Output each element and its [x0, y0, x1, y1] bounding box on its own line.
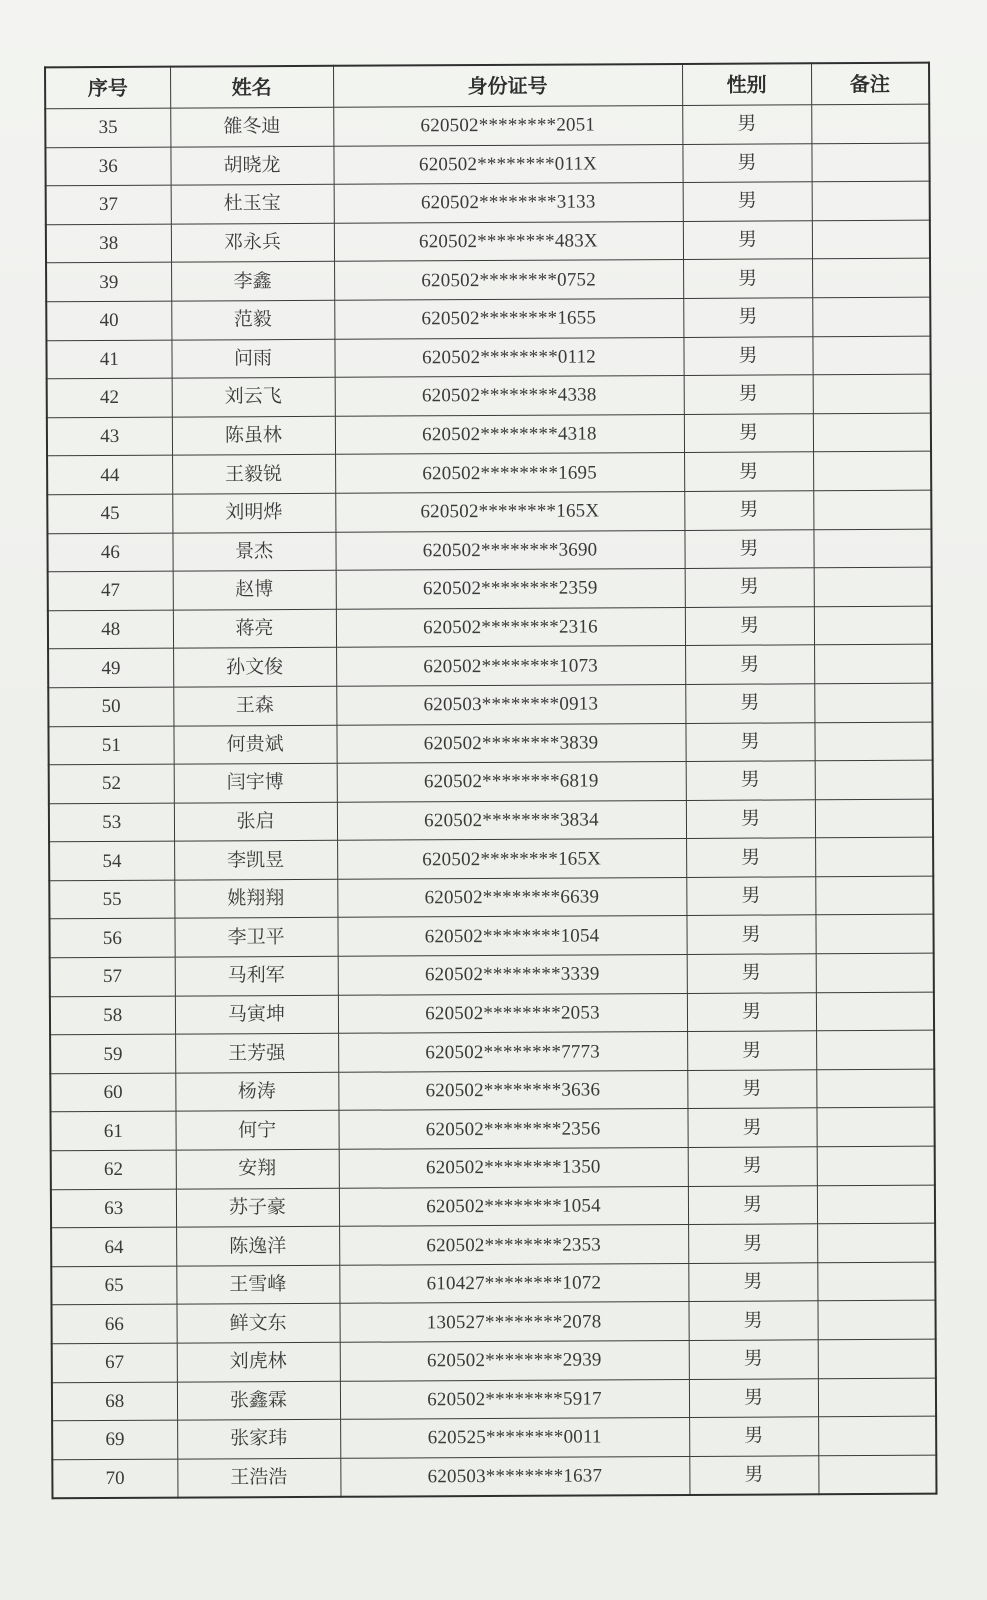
- cell-remarks: [812, 181, 930, 220]
- table-row: [46, 259, 930, 302]
- table-row: [48, 644, 932, 687]
- cell-serial-number: 40: [46, 301, 171, 340]
- table-row: [52, 1378, 936, 1421]
- cell-id-number: 620502********1054: [337, 916, 686, 956]
- cell-name: 张鑫霖: [177, 1381, 340, 1420]
- cell-remarks: [817, 1301, 935, 1340]
- cell-gender: 男: [683, 182, 812, 221]
- cell-name: 何贵斌: [173, 725, 336, 764]
- cell-remarks: [812, 259, 930, 298]
- cell-serial-number: 37: [46, 185, 171, 224]
- cell-remarks: [811, 104, 929, 143]
- table-row: [46, 297, 930, 340]
- cell-id-number: 620502********1054: [339, 1186, 688, 1226]
- cell-serial-number: 46: [47, 533, 172, 572]
- cell-id-number: 620502********165X: [335, 491, 684, 531]
- cell-gender: 男: [685, 607, 814, 646]
- cell-id-number: 620502********3636: [338, 1070, 687, 1110]
- cell-name: 何宁: [175, 1111, 338, 1150]
- cell-gender: 男: [688, 1147, 817, 1186]
- cell-serial-number: 53: [49, 803, 174, 842]
- cell-id-number: 130527********2078: [339, 1302, 688, 1342]
- cell-gender: 男: [683, 221, 812, 260]
- cell-id-number: 620502********2051: [333, 105, 682, 145]
- cell-id-number: 620502********3133: [334, 183, 683, 223]
- cell-remarks: [818, 1455, 936, 1495]
- cell-name: 李鑫: [171, 262, 334, 301]
- table-row: [49, 837, 933, 880]
- cell-id-number: 620502********3690: [335, 530, 684, 570]
- cell-serial-number: 35: [45, 108, 170, 147]
- cell-gender: 男: [689, 1456, 818, 1496]
- cell-serial-number: 52: [49, 764, 174, 803]
- cell-remarks: [814, 567, 932, 606]
- table-row: [49, 915, 933, 958]
- cell-remarks: [813, 413, 931, 452]
- table-row: [45, 104, 929, 147]
- cell-name: 王芳强: [175, 1034, 338, 1073]
- cell-serial-number: 64: [51, 1227, 176, 1266]
- cell-id-number: 620525********0011: [340, 1418, 689, 1458]
- cell-remarks: [816, 1108, 934, 1147]
- cell-remarks: [815, 760, 933, 799]
- cell-serial-number: 66: [51, 1305, 176, 1344]
- cell-remarks: [818, 1339, 936, 1378]
- table-header: [45, 63, 929, 109]
- table-row: [52, 1416, 936, 1459]
- cell-remarks: [812, 336, 930, 375]
- cell-serial-number: 44: [47, 455, 172, 494]
- cell-serial-number: 60: [50, 1073, 175, 1112]
- cell-remarks: [814, 644, 932, 683]
- table-row: [48, 722, 932, 765]
- cell-id-number: 620502********4318: [335, 414, 684, 454]
- cell-remarks: [816, 1030, 934, 1069]
- cell-serial-number: 41: [46, 340, 171, 379]
- cell-name: 李凯昱: [174, 841, 337, 880]
- cell-remarks: [817, 1223, 935, 1262]
- cell-gender: 男: [687, 992, 816, 1031]
- cell-serial-number: 43: [47, 417, 172, 456]
- cell-remarks: [817, 1185, 935, 1224]
- cell-serial-number: 55: [49, 880, 174, 919]
- cell-id-number: 610427********1072: [339, 1263, 688, 1303]
- cell-id-number: 620502********1655: [334, 298, 683, 338]
- cell-id-number: 620502********6819: [337, 762, 686, 802]
- cell-remarks: [814, 606, 932, 645]
- cell-name: 问雨: [171, 339, 334, 378]
- cell-serial-number: 36: [45, 147, 170, 186]
- cell-name: 雒冬迪: [170, 107, 333, 146]
- table-row: [50, 992, 934, 1035]
- cell-gender: 男: [688, 1263, 817, 1302]
- cell-name: 陈虽林: [172, 416, 335, 455]
- cell-id-number: 620502********2353: [339, 1225, 688, 1265]
- table-row: [46, 181, 930, 224]
- table-row: [48, 606, 932, 649]
- cell-id-number: 620502********011X: [333, 144, 682, 184]
- cell-name: 张家玮: [177, 1419, 340, 1458]
- cell-name: 李卫平: [174, 918, 337, 957]
- cell-gender: 男: [686, 915, 815, 954]
- cell-serial-number: 38: [46, 224, 171, 263]
- header-gender: 性别: [682, 63, 811, 105]
- cell-id-number: 620503********0913: [336, 684, 685, 724]
- table-row: [47, 490, 931, 533]
- cell-name: 范毅: [171, 300, 334, 339]
- table-body: [45, 104, 936, 1498]
- cell-name: 胡晓龙: [170, 146, 333, 185]
- cell-name: 陈逸洋: [176, 1227, 339, 1266]
- cell-remarks: [816, 953, 934, 992]
- cell-gender: 男: [687, 954, 816, 993]
- cell-serial-number: 57: [50, 957, 175, 996]
- cell-id-number: 620502********2316: [336, 607, 685, 647]
- cell-gender: 男: [686, 877, 815, 916]
- cell-serial-number: 69: [52, 1420, 177, 1459]
- cell-remarks: [812, 297, 930, 336]
- cell-name: 王毅锐: [172, 455, 335, 494]
- table-row: [51, 1301, 935, 1344]
- cell-serial-number: 62: [51, 1150, 176, 1189]
- cell-serial-number: 58: [50, 996, 175, 1035]
- cell-serial-number: 65: [51, 1266, 176, 1305]
- cell-serial-number: 49: [48, 648, 173, 687]
- table-row: [47, 413, 931, 456]
- cell-id-number: 620502********2053: [338, 993, 687, 1033]
- cell-serial-number: 42: [47, 378, 172, 417]
- cell-name: 景杰: [172, 532, 335, 571]
- cell-gender: 男: [684, 452, 813, 491]
- table-row: [50, 1108, 934, 1151]
- cell-name: 杨涛: [175, 1072, 338, 1111]
- cell-gender: 男: [682, 143, 811, 182]
- table-row: [48, 683, 932, 726]
- table-row: [52, 1455, 936, 1499]
- cell-remarks: [815, 799, 933, 838]
- cell-gender: 男: [687, 1108, 816, 1147]
- header-remarks: 备注: [811, 63, 929, 105]
- cell-name: 邓永兵: [171, 223, 334, 262]
- cell-serial-number: 50: [48, 687, 173, 726]
- table-row: [50, 1069, 934, 1112]
- table-row: [46, 220, 930, 263]
- cell-name: 马利军: [175, 956, 338, 995]
- cell-id-number: 620502********0752: [334, 260, 683, 300]
- cell-id-number: 620502********3839: [336, 723, 685, 763]
- cell-id-number: 620502********2356: [338, 1109, 687, 1149]
- table-row: [50, 953, 934, 996]
- cell-gender: 男: [685, 684, 814, 723]
- cell-serial-number: 48: [48, 610, 173, 649]
- cell-gender: 男: [683, 298, 812, 337]
- cell-name: 王浩浩: [177, 1458, 340, 1498]
- cell-name: 刘云飞: [172, 377, 335, 416]
- cell-remarks: [813, 452, 931, 491]
- cell-id-number: 620502********165X: [337, 839, 686, 879]
- cell-remarks: [815, 837, 933, 876]
- cell-name: 马寅坤: [175, 995, 338, 1034]
- cell-gender: 男: [688, 1185, 817, 1224]
- cell-remarks: [815, 915, 933, 954]
- header-id-number: 身份证号: [333, 64, 682, 107]
- cell-gender: 男: [684, 529, 813, 568]
- cell-remarks: [812, 220, 930, 259]
- cell-remarks: [813, 529, 931, 568]
- table-row: [49, 760, 933, 803]
- cell-id-number: 620502********3339: [338, 955, 687, 995]
- roster-table: [44, 62, 937, 1500]
- table-row: [50, 1030, 934, 1073]
- cell-id-number: 620502********1350: [339, 1147, 688, 1187]
- cell-name: 张启: [174, 802, 337, 841]
- cell-id-number: 620502********6639: [337, 877, 686, 917]
- table-row: [49, 876, 933, 919]
- cell-id-number: 620502********3834: [337, 800, 686, 840]
- cell-id-number: 620502********1073: [336, 646, 685, 686]
- cell-gender: 男: [686, 838, 815, 877]
- cell-name: 蒋亮: [173, 609, 336, 648]
- cell-serial-number: 56: [49, 919, 174, 958]
- cell-id-number: 620502********0112: [334, 337, 683, 377]
- cell-id-number: 620502********5917: [340, 1379, 689, 1419]
- cell-id-number: 620502********2939: [340, 1340, 689, 1380]
- cell-name: 姚翔翔: [174, 879, 337, 918]
- cell-gender: 男: [686, 799, 815, 838]
- cell-remarks: [814, 683, 932, 722]
- cell-gender: 男: [686, 761, 815, 800]
- header-row: [45, 63, 929, 109]
- cell-serial-number: 70: [52, 1459, 177, 1499]
- cell-remarks: [816, 992, 934, 1031]
- table-row: [47, 529, 931, 572]
- cell-serial-number: 59: [50, 1034, 175, 1073]
- cell-remarks: [813, 374, 931, 413]
- cell-gender: 男: [684, 491, 813, 530]
- cell-id-number: 620502********2359: [336, 569, 685, 609]
- header-name: 姓名: [170, 66, 333, 108]
- cell-name: 闫宇博: [174, 763, 337, 802]
- table-row: [47, 374, 931, 417]
- cell-remarks: [817, 1262, 935, 1301]
- cell-name: 杜玉宝: [171, 184, 334, 223]
- cell-name: 刘明烨: [172, 493, 335, 532]
- cell-id-number: 620502********7773: [338, 1032, 687, 1072]
- cell-id-number: 620502********483X: [334, 221, 683, 261]
- table-row: [48, 567, 932, 610]
- cell-name: 王雪峰: [176, 1265, 339, 1304]
- cell-name: 赵博: [173, 570, 336, 609]
- cell-gender: 男: [684, 375, 813, 414]
- cell-name: 王森: [173, 686, 336, 725]
- cell-remarks: [815, 876, 933, 915]
- cell-serial-number: 45: [47, 494, 172, 533]
- cell-gender: 男: [685, 568, 814, 607]
- cell-serial-number: 61: [50, 1112, 175, 1151]
- cell-remarks: [816, 1069, 934, 1108]
- cell-remarks: [813, 490, 931, 529]
- table-row: [51, 1146, 935, 1189]
- cell-name: 孙文俊: [173, 648, 336, 687]
- table-row: [46, 336, 930, 379]
- header-serial-number: 序号: [45, 67, 170, 109]
- cell-gender: 男: [687, 1070, 816, 1109]
- cell-serial-number: 51: [48, 726, 173, 765]
- cell-serial-number: 63: [51, 1189, 176, 1228]
- table-row: [51, 1223, 935, 1266]
- table-row: [51, 1262, 935, 1305]
- table-row: [49, 799, 933, 842]
- cell-gender: 男: [685, 722, 814, 761]
- cell-name: 安翔: [176, 1149, 339, 1188]
- cell-gender: 男: [685, 645, 814, 684]
- cell-remarks: [818, 1416, 936, 1455]
- cell-id-number: 620502********4338: [335, 376, 684, 416]
- cell-gender: 男: [687, 1031, 816, 1070]
- cell-serial-number: 47: [48, 571, 173, 610]
- cell-remarks: [814, 722, 932, 761]
- table-row: [45, 143, 929, 186]
- cell-remarks: [818, 1378, 936, 1417]
- cell-serial-number: 54: [49, 841, 174, 880]
- cell-id-number: 620503********1637: [340, 1456, 689, 1497]
- cell-gender: 男: [689, 1340, 818, 1379]
- cell-name: 苏子豪: [176, 1188, 339, 1227]
- cell-serial-number: 39: [46, 263, 171, 302]
- cell-gender: 男: [689, 1417, 818, 1456]
- cell-name: 刘虎林: [177, 1342, 340, 1381]
- cell-gender: 男: [688, 1224, 817, 1263]
- cell-gender: 男: [682, 105, 811, 144]
- table-row: [47, 452, 931, 495]
- roster-sheet: [44, 62, 935, 1500]
- cell-serial-number: 68: [52, 1382, 177, 1421]
- cell-gender: 男: [684, 414, 813, 453]
- cell-gender: 男: [688, 1301, 817, 1340]
- cell-remarks: [817, 1146, 935, 1185]
- cell-gender: 男: [683, 259, 812, 298]
- cell-gender: 男: [683, 336, 812, 375]
- cell-serial-number: 67: [52, 1343, 177, 1382]
- table-row: [52, 1339, 936, 1382]
- cell-gender: 男: [689, 1378, 818, 1417]
- cell-name: 鲜文东: [176, 1304, 339, 1343]
- cell-id-number: 620502********1695: [335, 453, 684, 493]
- cell-remarks: [811, 143, 929, 182]
- table-row: [51, 1185, 935, 1228]
